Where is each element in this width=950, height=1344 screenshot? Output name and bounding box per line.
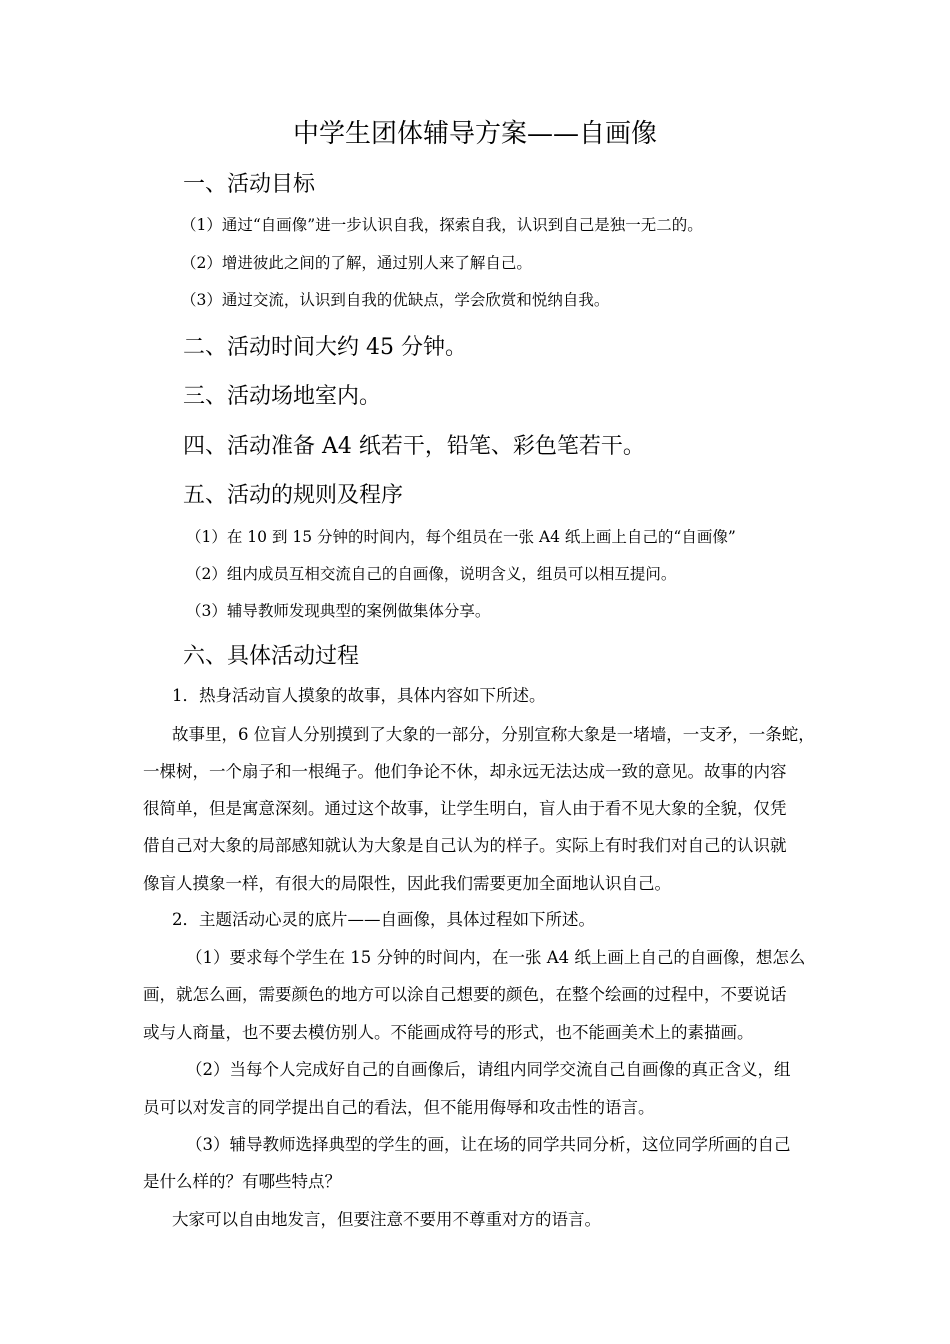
paragraph-line: （2）当每个人完成好自己的自画像后，请组内同学交流自己自画像的真正含义，组 — [186, 1060, 791, 1079]
section-4-heading: 四、活动准备 A4 纸若干，铅笔、彩色笔若干。 — [183, 434, 645, 459]
section-5-heading: 五、活动的规则及程序 — [183, 483, 404, 508]
document-title: 中学生团体辅导方案——自画像 — [292, 119, 657, 149]
paragraph-line: 画，就怎么画，需要颜色的地方可以涂自己想要的颜色，在整个绘画的过程中，不要说话 — [143, 985, 787, 1004]
part2-title: 2．主题活动心灵的底片——自画像，具体过程如下所述。 — [172, 910, 595, 929]
s1-item-2: （2）增进彼此之间的了解，通过别人来了解自己。 — [181, 254, 532, 272]
s5-item-2: （2）组内成员互相交流自己的自画像，说明含义，组员可以相互提问。 — [186, 565, 677, 583]
paragraph-line: 故事里，6 位盲人分别摸到了大象的一部分，分别宣称大象是一堵墙，一支矛，一条蛇， — [172, 725, 815, 744]
paragraph-line: 像盲人摸象一样，有很大的局限性，因此我们需要更加全面地认识自己。 — [143, 874, 671, 893]
s1-item-1: （1）通过“自画像”进一步认识自我，探索自我，认识到自己是独一无二的。 — [181, 216, 703, 234]
paragraph-line: 很简单，但是寓意深刻。通过这个故事，让学生明白，盲人由于看不见大象的全貌，仅凭 — [143, 799, 787, 818]
section-1-heading: 一、活动目标 — [183, 172, 316, 197]
paragraph-line: 员可以对发言的同学提出自己的看法，但不能用侮辱和攻击性的语言。 — [143, 1098, 655, 1117]
part1-title: 1．热身活动盲人摸象的故事，具体内容如下所述。 — [172, 686, 546, 705]
s5-item-1: （1）在 10 到 15 分钟的时间内，每个组员在一张 A4 纸上画上自己的“自画像” — [186, 528, 736, 546]
s1-item-3: （3）通过交流，认识到自我的优缺点，学会欣赏和悦纳自我。 — [181, 291, 610, 309]
paragraph-line: 或与人商量，也不要去模仿别人。不能画成符号的形式，也不能画美术上的素描画。 — [143, 1023, 754, 1042]
paragraph-line: 一棵树，一个扇子和一根绳子。他们争论不休，却永远无法达成一致的意见。故事的内容 — [143, 762, 787, 781]
section-2-heading: 二、活动时间大约 45 分钟。 — [183, 335, 467, 360]
paragraph-line: 是什么样的？有哪些特点？ — [143, 1172, 341, 1191]
section-6-heading: 六、具体活动过程 — [183, 644, 360, 669]
s5-item-3: （3）辅导教师发现典型的案例做集体分享。 — [186, 602, 491, 620]
closing-line: 大家可以自由地发言，但要注意不要用不尊重对方的语言。 — [172, 1210, 601, 1229]
paragraph-line: 借自己对大象的局部感知就认为大象是自己认为的样子。实际上有时我们对自己的认识就 — [143, 836, 787, 855]
section-3-heading: 三、活动场地室内。 — [183, 384, 382, 409]
paragraph-line: （3）辅导教师选择典型的学生的画，让在场的同学共同分析，这位同学所画的自己 — [186, 1135, 791, 1154]
paragraph-line: （1）要求每个学生在 15 分钟的时间内，在一张 A4 纸上画上自己的自画像，想怎么 — [186, 948, 806, 967]
